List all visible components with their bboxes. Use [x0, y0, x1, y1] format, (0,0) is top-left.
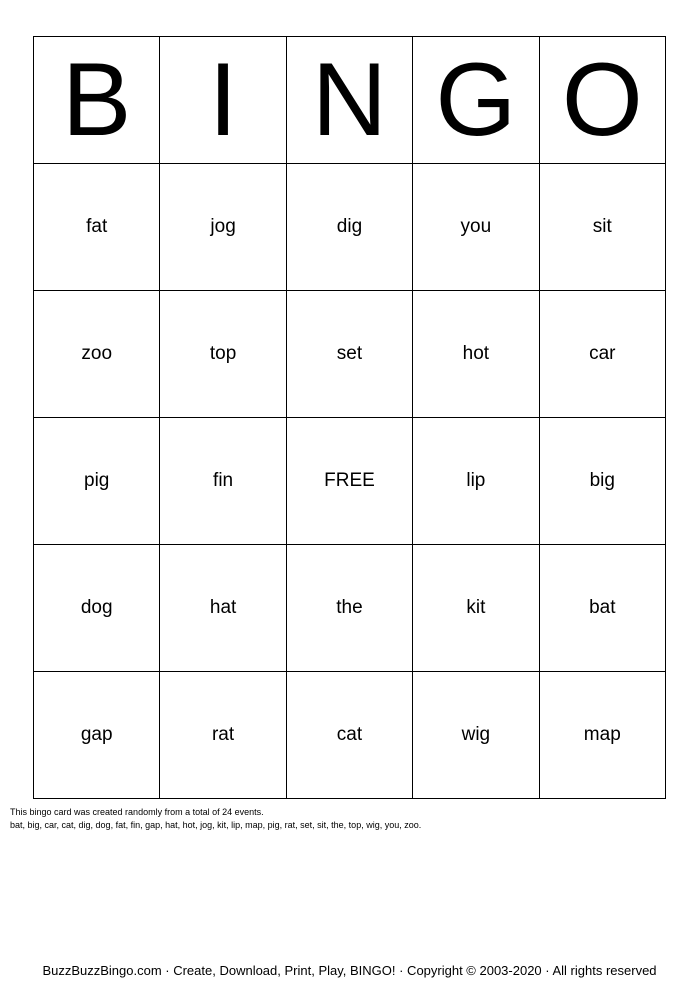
event-list-text: bat, big, car, cat, dig, dog, fat, fin, gap, hat, hot, jog, kit, lip, map, pig, rat, set, sit, the, top, wig, you, zoo. [10, 820, 422, 830]
bingo-cell: hat [160, 545, 286, 672]
bingo-row [34, 291, 666, 418]
bingo-cell: kit [413, 545, 539, 672]
bingo-cell: car [539, 291, 665, 418]
bingo-cell: fat [34, 164, 160, 291]
header-letter-n: N [286, 37, 412, 164]
bingo-cell: big [539, 418, 665, 545]
footer-copyright: BuzzBuzzBingo.com · Create, Download, Print, Play, BINGO! · Copyright © 2003-2020 · All rights reserved [42, 963, 657, 978]
bingo-cell: cat [286, 672, 412, 799]
bingo-cell: the [286, 545, 412, 672]
bingo-cell: you [413, 164, 539, 291]
bingo-cell: gap [34, 672, 160, 799]
bingo-cell: dog [34, 545, 160, 672]
bingo-cell: hot [413, 291, 539, 418]
header-letter-b: B [34, 37, 160, 164]
bingo-cell: bat [539, 545, 665, 672]
bingo-cell: dig [286, 164, 412, 291]
free-space-cell: FREE [286, 418, 412, 545]
header-letter-g: G [413, 37, 539, 164]
bingo-cell: lip [413, 418, 539, 545]
bingo-cell: rat [160, 672, 286, 799]
bingo-cell: set [286, 291, 412, 418]
bingo-cell: fin [160, 418, 286, 545]
bingo-header-row [34, 37, 666, 164]
bingo-cell: sit [539, 164, 665, 291]
bingo-cell: top [160, 291, 286, 418]
header-letter-i: I [160, 37, 286, 164]
bingo-cell: zoo [34, 291, 160, 418]
header-letter-o: O [539, 37, 665, 164]
bingo-row [34, 545, 666, 672]
bingo-row [34, 418, 666, 545]
bingo-row [34, 672, 666, 799]
bingo-cell: jog [160, 164, 286, 291]
bingo-cell: map [539, 672, 665, 799]
bingo-card [33, 36, 666, 799]
bingo-row [34, 164, 666, 291]
card-info-text: This bingo card was created randomly from a total of 24 events. [10, 807, 264, 817]
bingo-cell: pig [34, 418, 160, 545]
bingo-cell: wig [413, 672, 539, 799]
